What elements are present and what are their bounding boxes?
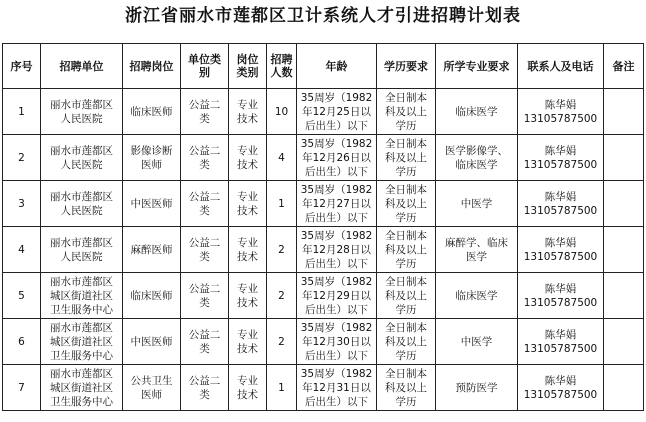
cell-post-type: 专业 技术	[229, 135, 267, 181]
cell-contact: 陈华娟 13105787500	[518, 181, 604, 227]
header-contact: 联系人及电话	[518, 44, 604, 89]
cell-post-type: 专业 技术	[229, 227, 267, 273]
header-post-type: 岗位 类别	[229, 44, 267, 89]
header-age: 年龄	[297, 44, 377, 89]
header-unit: 招聘单位	[41, 44, 123, 89]
table-row	[3, 227, 644, 273]
cell-age: 35周岁（1982 年12月26日以 后出生）以下	[297, 135, 377, 181]
cell-note	[604, 135, 644, 181]
cell-major: 临床医学	[436, 273, 518, 319]
cell-position: 临床医师	[123, 273, 181, 319]
cell-position: 中医医师	[123, 319, 181, 365]
cell-note	[604, 365, 644, 411]
cell-position: 公共卫生 医师	[123, 365, 181, 411]
cell-unit-type: 公益二 类	[181, 227, 229, 273]
cell-contact: 陈华娟 13105787500	[518, 365, 604, 411]
cell-education: 全日制本 科及以上 学历	[377, 319, 436, 365]
header-education: 学历要求	[377, 44, 436, 89]
cell-post-type: 专业 技术	[229, 89, 267, 135]
header-major: 所学专业要求	[436, 44, 518, 89]
cell-no: 4	[3, 227, 41, 273]
cell-count: 1	[267, 181, 297, 227]
table-body	[3, 89, 644, 411]
table-row	[3, 273, 644, 319]
cell-contact: 陈华娟 13105787500	[518, 135, 604, 181]
header-count: 招聘 人数	[267, 44, 297, 89]
header-position: 招聘岗位	[123, 44, 181, 89]
cell-position: 临床医师	[123, 89, 181, 135]
cell-no: 6	[3, 319, 41, 365]
cell-position: 麻醉医师	[123, 227, 181, 273]
cell-count: 2	[267, 319, 297, 365]
cell-age: 35周岁（1982 年12月25日以 后出生）以下	[297, 89, 377, 135]
cell-note	[604, 319, 644, 365]
cell-major: 医学影像学、 临床医学	[436, 135, 518, 181]
cell-count: 2	[267, 227, 297, 273]
cell-count: 10	[267, 89, 297, 135]
table-row	[3, 365, 644, 411]
cell-post-type: 专业 技术	[229, 319, 267, 365]
cell-education: 全日制本 科及以上 学历	[377, 181, 436, 227]
cell-major: 中医学	[436, 319, 518, 365]
cell-contact: 陈华娟 13105787500	[518, 89, 604, 135]
cell-age: 35周岁（1982 年12月30日以 后出生）以下	[297, 319, 377, 365]
cell-education: 全日制本 科及以上 学历	[377, 89, 436, 135]
cell-major: 麻醉学、临床 医学	[436, 227, 518, 273]
recruitment-table	[2, 43, 644, 411]
cell-age: 35周岁（1982 年12月29日以 后出生）以下	[297, 273, 377, 319]
cell-position: 中医医师	[123, 181, 181, 227]
header-unit-type: 单位类 别	[181, 44, 229, 89]
cell-post-type: 专业 技术	[229, 365, 267, 411]
cell-note	[604, 273, 644, 319]
cell-major: 预防医学	[436, 365, 518, 411]
cell-education: 全日制本 科及以上 学历	[377, 273, 436, 319]
cell-post-type: 专业 技术	[229, 181, 267, 227]
cell-no: 2	[3, 135, 41, 181]
cell-education: 全日制本 科及以上 学历	[377, 365, 436, 411]
cell-position: 影像诊断 医师	[123, 135, 181, 181]
cell-no: 5	[3, 273, 41, 319]
table-row	[3, 135, 644, 181]
cell-note	[604, 89, 644, 135]
header-no: 序号	[3, 44, 41, 89]
cell-unit: 丽水市莲都区 人民医院	[41, 227, 123, 273]
cell-post-type: 专业 技术	[229, 273, 267, 319]
cell-unit: 丽水市莲都区 人民医院	[41, 181, 123, 227]
cell-unit-type: 公益二 类	[181, 365, 229, 411]
table-row	[3, 319, 644, 365]
cell-contact: 陈华娟 13105787500	[518, 273, 604, 319]
cell-unit: 丽水市莲都区 城区街道社区 卫生服务中心	[41, 319, 123, 365]
cell-no: 7	[3, 365, 41, 411]
cell-count: 2	[267, 273, 297, 319]
cell-major: 中医学	[436, 181, 518, 227]
cell-count: 1	[267, 365, 297, 411]
cell-unit: 丽水市莲都区 人民医院	[41, 135, 123, 181]
cell-major: 临床医学	[436, 89, 518, 135]
cell-note	[604, 181, 644, 227]
cell-age: 35周岁（1982 年12月27日以 后出生）以下	[297, 181, 377, 227]
cell-unit-type: 公益二 类	[181, 273, 229, 319]
cell-unit-type: 公益二 类	[181, 319, 229, 365]
cell-unit-type: 公益二 类	[181, 181, 229, 227]
cell-unit: 丽水市莲都区 城区街道社区 卫生服务中心	[41, 365, 123, 411]
cell-unit-type: 公益二 类	[181, 135, 229, 181]
cell-unit-type: 公益二 类	[181, 89, 229, 135]
cell-age: 35周岁（1982 年12月31日以 后出生）以下	[297, 365, 377, 411]
cell-education: 全日制本 科及以上 学历	[377, 135, 436, 181]
cell-count: 4	[267, 135, 297, 181]
header-row	[3, 44, 644, 89]
cell-contact: 陈华娟 13105787500	[518, 227, 604, 273]
table-row	[3, 181, 644, 227]
cell-education: 全日制本 科及以上 学历	[377, 227, 436, 273]
cell-age: 35周岁（1982 年12月28日以 后出生）以下	[297, 227, 377, 273]
cell-note	[604, 227, 644, 273]
cell-unit: 丽水市莲都区 城区街道社区 卫生服务中心	[41, 273, 123, 319]
header-note: 备注	[604, 44, 644, 89]
cell-unit: 丽水市莲都区 人民医院	[41, 89, 123, 135]
cell-contact: 陈华娟 13105787500	[518, 319, 604, 365]
cell-no: 3	[3, 181, 41, 227]
cell-no: 1	[3, 89, 41, 135]
document-title: 浙江省丽水市莲都区卫计系统人才引进招聘计划表	[125, 6, 521, 26]
table-row	[3, 89, 644, 135]
